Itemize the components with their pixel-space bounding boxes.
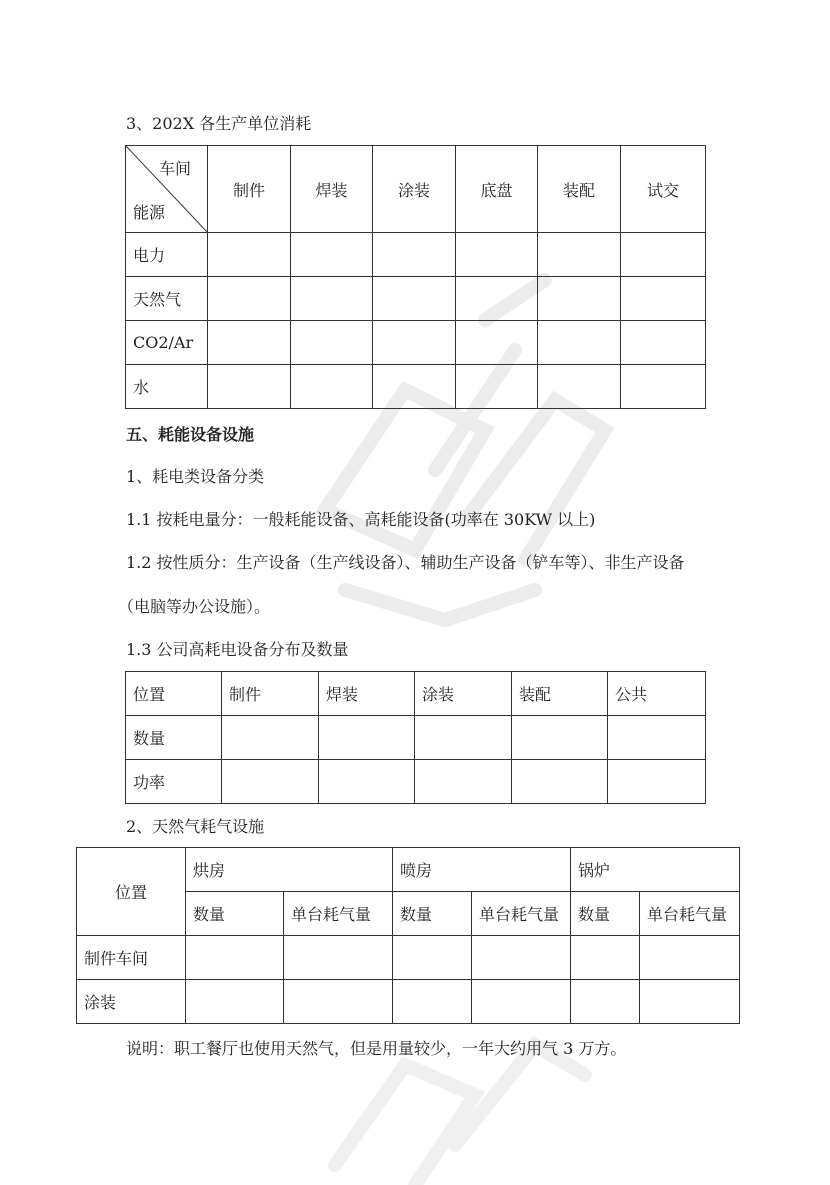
table-cell	[538, 277, 621, 321]
gas-facility-table	[76, 847, 740, 1024]
table-cell	[472, 936, 571, 980]
column-header: 制件	[208, 146, 291, 233]
column-header: 装配	[538, 146, 621, 233]
position-header: 位置	[77, 848, 186, 936]
table-cell	[456, 277, 538, 321]
table-cell	[415, 760, 512, 804]
table-cell	[621, 365, 706, 409]
table-cell	[393, 980, 472, 1024]
energy-label: 能源	[133, 203, 166, 222]
table-cell	[208, 277, 291, 321]
table-cell	[608, 716, 706, 760]
group-header: 喷房	[393, 848, 571, 892]
table-cell	[373, 233, 456, 277]
table-row	[126, 716, 706, 760]
column-header: 焊装	[319, 672, 415, 716]
item-1-3: 1.3 公司高耗电设备分布及数量	[126, 640, 349, 659]
table-cell	[456, 321, 538, 365]
note: 说明：职工餐厅也使用天然气，但是用量较少，一年大约用气 3 万方。	[126, 1039, 627, 1058]
table-cell	[621, 321, 706, 365]
group-header: 烘房	[186, 848, 393, 892]
table-cell	[284, 980, 393, 1024]
table-cell	[608, 760, 706, 804]
column-header: 焊装	[291, 146, 373, 233]
column-header: 公共	[608, 672, 706, 716]
item-1: 1、耗电类设备分类	[126, 467, 265, 486]
workshop-label: 车间	[158, 159, 191, 178]
table-cell	[319, 760, 415, 804]
column-header: 位置	[126, 672, 222, 716]
item-2: 2、天然气耗气设施	[126, 817, 265, 836]
column-header: 制件	[222, 672, 319, 716]
table-cell	[222, 760, 319, 804]
row-header: 功率	[126, 760, 222, 804]
subheader: 数量	[186, 892, 284, 936]
table-cell	[186, 936, 284, 980]
subheader: 单台耗气量	[284, 892, 393, 936]
table-cell	[621, 233, 706, 277]
table-row	[126, 233, 706, 277]
table-row	[126, 760, 706, 804]
section-5-heading: 五、耗能设备设施	[126, 425, 255, 444]
diagonal-header-cell	[126, 146, 208, 233]
table-cell	[208, 365, 291, 409]
column-header: 底盘	[456, 146, 538, 233]
subheader: 单台耗气量	[640, 892, 740, 936]
table-cell	[284, 936, 393, 980]
item-1-1: 1.1 按耗电量分：一般耗能设备、高耗能设备(功率在 30KW 以上)	[126, 510, 596, 529]
table-cell	[538, 365, 621, 409]
table-cell	[538, 321, 621, 365]
table-cell	[571, 980, 640, 1024]
table-row	[126, 321, 706, 365]
table-cell	[456, 233, 538, 277]
table-cell	[373, 277, 456, 321]
subheader: 数量	[393, 892, 472, 936]
table-row	[126, 365, 706, 409]
table-cell	[222, 716, 319, 760]
table-header-row	[126, 672, 706, 716]
table-cell	[373, 321, 456, 365]
table-cell	[472, 980, 571, 1024]
row-header: 水	[126, 365, 208, 409]
table-cell	[640, 980, 740, 1024]
table-row	[77, 980, 740, 1024]
group-header: 锅炉	[571, 848, 740, 892]
subheader: 数量	[571, 892, 640, 936]
table-cell	[571, 936, 640, 980]
item-1-2: 1.2 按性质分：生产设备（生产线设备）、辅助生产设备（铲车等）、非生产设备	[126, 553, 685, 572]
column-header: 装配	[512, 672, 608, 716]
table-cell	[512, 760, 608, 804]
section-3-heading: 3、202X 各生产单位消耗	[126, 114, 312, 133]
table-cell	[208, 321, 291, 365]
row-header: 数量	[126, 716, 222, 760]
table-cell	[538, 233, 621, 277]
table-cell	[393, 936, 472, 980]
table-cell	[415, 716, 512, 760]
table-cell	[373, 365, 456, 409]
table-cell	[291, 277, 373, 321]
column-header: 涂装	[415, 672, 512, 716]
table-row	[77, 936, 740, 980]
row-header: 涂装	[77, 980, 186, 1024]
table-cell	[512, 716, 608, 760]
high-power-equipment-table	[125, 671, 706, 804]
item-1-2-continued: （电脑等办公设施）。	[118, 597, 271, 616]
table-cell	[456, 365, 538, 409]
table-cell	[208, 233, 291, 277]
column-header: 涂装	[373, 146, 456, 233]
consumption-table	[125, 145, 706, 409]
table-cell	[319, 716, 415, 760]
column-header: 试交	[621, 146, 706, 233]
row-header: 天然气	[126, 277, 208, 321]
table-cell	[640, 936, 740, 980]
table-cell	[621, 277, 706, 321]
row-header: 电力	[126, 233, 208, 277]
row-header: 制件车间	[77, 936, 186, 980]
table-row	[126, 277, 706, 321]
row-header: CO2/Ar	[126, 321, 208, 365]
table-cell	[291, 365, 373, 409]
table-cell	[291, 233, 373, 277]
subheader: 单台耗气量	[472, 892, 571, 936]
table-cell	[186, 980, 284, 1024]
table-cell	[291, 321, 373, 365]
